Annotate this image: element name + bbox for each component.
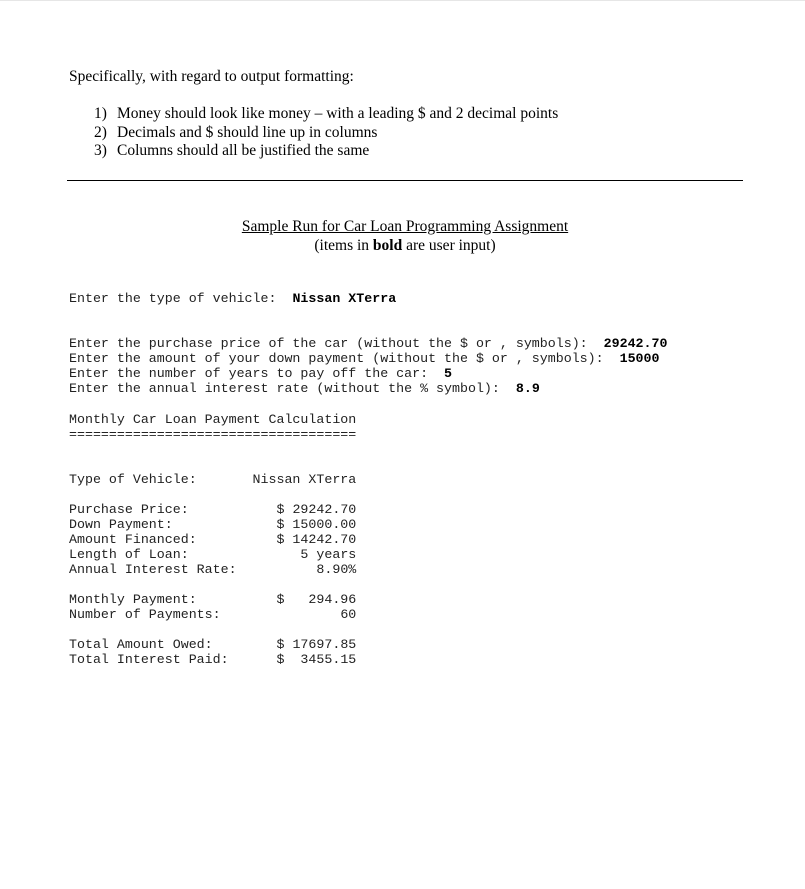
prompt-price: Enter the purchase price of the car (without the $ or , symbols): 29242.70: [69, 336, 668, 351]
report-label: Purchase Price:: [69, 502, 189, 517]
report-row-financed: [69, 532, 356, 547]
section-divider: [67, 180, 743, 181]
sample-run-subtitle: (items in bold are user input): [314, 237, 496, 254]
report-row-length: [69, 547, 356, 562]
blank-line: [69, 487, 356, 502]
user-input-vehicle: Nissan XTerra: [292, 291, 397, 306]
console-prompts: [69, 291, 667, 396]
report-label: Annual Interest Rate:: [69, 562, 237, 577]
report-value: 60: [340, 607, 357, 622]
blank-line: [69, 622, 356, 637]
report-row-total-interest: [69, 652, 356, 667]
report-row-num-payments: [69, 607, 356, 622]
report-label: Monthly Payment:: [69, 592, 197, 607]
report-row-monthly: [69, 592, 356, 607]
report-heading: Monthly Car Loan Payment Calculation: [69, 412, 357, 427]
rule-item: 3) Columns should all be justified the same: [94, 142, 370, 159]
report-value: $ 17697.85: [276, 637, 357, 652]
report-row-vehicle: [69, 472, 356, 487]
report-label: Type of Vehicle:: [69, 472, 197, 487]
report-label: Total Amount Owed:: [69, 637, 213, 652]
report-row-rate: [69, 562, 356, 577]
report-value: $ 294.96: [276, 592, 357, 607]
report-value: Nissan XTerra: [252, 472, 357, 487]
blank-line: [69, 577, 356, 592]
user-input-rate: 8.9: [515, 381, 540, 396]
report-value: $ 3455.15: [276, 652, 357, 667]
report-row-total-owed: [69, 637, 356, 652]
user-input-years: 5: [444, 366, 453, 381]
report-value: $ 14242.70: [276, 532, 357, 547]
report-value: $ 29242.70: [276, 502, 357, 517]
prompt-vehicle: Enter the type of vehicle: Nissan XTerra: [69, 291, 397, 306]
prompt-rate: Enter the annual interest rate (without the % symbol): 8.9: [69, 381, 540, 396]
user-input-price: 29242.70: [603, 336, 668, 351]
report-label: Length of Loan:: [69, 547, 189, 562]
report-row-purchase: [69, 502, 356, 517]
sample-run-title: Sample Run for Car Loan Programming Assignment: [241, 218, 569, 235]
blank-line: [69, 442, 356, 457]
report-label: Number of Payments:: [69, 607, 221, 622]
report-underline: ====================================: [69, 427, 357, 442]
formatting-intro: Specifically, with regard to output formatting:: [69, 68, 354, 85]
report-label: Total Interest Paid:: [69, 652, 229, 667]
prompt-down-payment: Enter the amount of your down payment (without the $ or , symbols): 15000: [69, 351, 660, 366]
formatting-rules-list: [94, 105, 558, 161]
rule-item: 1) Money should look like money – with a leading $ and 2 decimal points: [94, 105, 559, 122]
user-input-down-payment: 15000: [619, 351, 660, 366]
report-value: $ 15000.00: [276, 517, 357, 532]
loan-report: [69, 412, 356, 667]
prompt-years: Enter the number of years to pay off the car: 5: [69, 366, 453, 381]
report-label: Amount Financed:: [69, 532, 197, 547]
report-value: 5 years: [300, 547, 357, 562]
report-label: Down Payment:: [69, 517, 173, 532]
report-row-down: [69, 517, 356, 532]
blank-line: [69, 457, 356, 472]
page-top-border: [0, 0, 805, 1]
rule-item: 2) Decimals and $ should line up in columns: [94, 123, 378, 141]
report-value: 8.90%: [316, 562, 357, 577]
